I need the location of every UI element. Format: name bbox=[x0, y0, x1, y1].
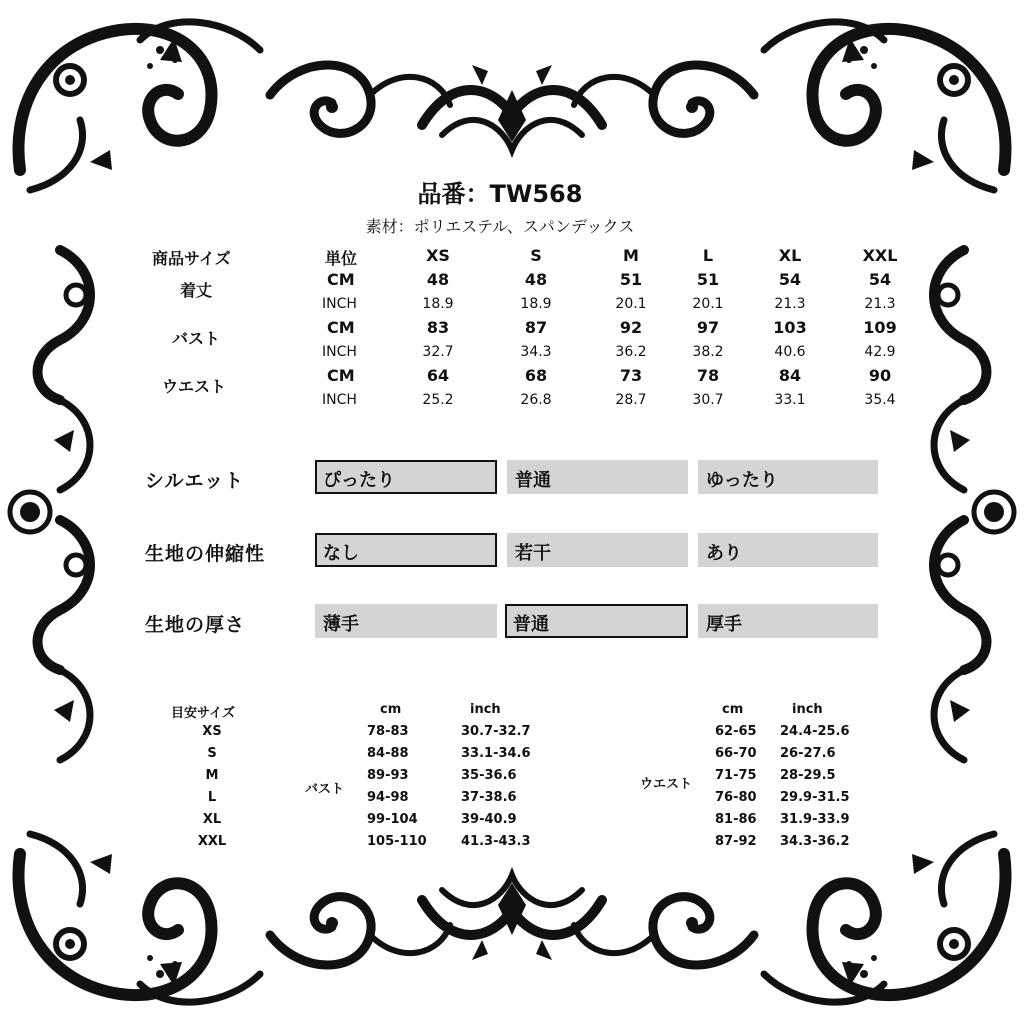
value-cm: 48 bbox=[524, 270, 548, 289]
size-col-xxl: XXL bbox=[862, 246, 898, 265]
value-cm: 83 bbox=[426, 318, 450, 337]
value-cm: 97 bbox=[696, 318, 720, 337]
guide-bust-cm: 78-83 bbox=[367, 724, 409, 739]
unit-inch: INCH bbox=[322, 296, 357, 312]
value-inch: 33.1 bbox=[774, 392, 806, 408]
guide-bust-cm: 94-98 bbox=[367, 790, 409, 805]
unit-cm: CM bbox=[327, 318, 355, 337]
value-inch: 25.2 bbox=[422, 392, 454, 408]
value-cm: 90 bbox=[868, 366, 892, 385]
value-cm: 73 bbox=[619, 366, 643, 385]
guide-waist-cm: 81-86 bbox=[715, 812, 757, 827]
value-cm: 92 bbox=[619, 318, 643, 337]
silhouette-option-fitted: ぴったり bbox=[315, 460, 497, 494]
guide-bust-label: バスト bbox=[305, 782, 345, 797]
value-inch: 26.8 bbox=[520, 392, 552, 408]
guide-waist-inch: 26-27.6 bbox=[780, 746, 836, 761]
guide-size: XS bbox=[202, 724, 222, 739]
silhouette-option-loose: ゆったり bbox=[698, 460, 878, 494]
value-cm: 84 bbox=[778, 366, 802, 385]
attr-label-stretch: 生地の伸縮性 bbox=[145, 543, 266, 565]
size-col-s: S bbox=[530, 246, 542, 265]
thickness-option-thick: 厚手 bbox=[698, 604, 878, 638]
stretch-option-none: なし bbox=[315, 533, 497, 567]
value-cm: 54 bbox=[778, 270, 802, 289]
guide-waist-label: ウエスト bbox=[640, 777, 693, 792]
guide-waist-cm: 87-92 bbox=[715, 834, 757, 849]
guide-bust-inch: 33.1-34.6 bbox=[461, 746, 531, 761]
value-inch: 18.9 bbox=[422, 296, 454, 312]
unit-inch: INCH bbox=[322, 344, 357, 360]
guide-waist-cm-header: cm bbox=[722, 702, 744, 717]
value-cm: 109 bbox=[863, 318, 897, 337]
guide-bust-inch: 30.7-32.7 bbox=[461, 724, 531, 739]
value-cm: 54 bbox=[868, 270, 892, 289]
guide-waist-inch: 24.4-25.6 bbox=[780, 724, 850, 739]
guide-bust-cm: 105-110 bbox=[367, 834, 427, 849]
guide-bust-cm: 89-93 bbox=[367, 768, 409, 783]
value-inch: 38.2 bbox=[692, 344, 724, 360]
attr-label-thickness: 生地の厚さ bbox=[145, 614, 246, 636]
value-inch: 21.3 bbox=[774, 296, 806, 312]
size-col-xs: XS bbox=[426, 246, 450, 265]
value-cm: 103 bbox=[773, 318, 807, 337]
guide-size: L bbox=[207, 790, 217, 805]
guide-size: M bbox=[205, 768, 219, 783]
material-text: 素材：ポリエステル、スパンデックス bbox=[365, 217, 635, 236]
value-cm: 51 bbox=[696, 270, 720, 289]
attr-label-silhouette: シルエット bbox=[145, 470, 245, 492]
guide-bust-cm-header: cm bbox=[380, 702, 402, 717]
value-inch: 40.6 bbox=[774, 344, 806, 360]
value-inch: 20.1 bbox=[692, 296, 724, 312]
product-code-title: 品番：TW568 bbox=[417, 180, 583, 208]
guide-bust-inch: 37-38.6 bbox=[461, 790, 517, 805]
unit-inch: INCH bbox=[322, 392, 357, 408]
thickness-option-regular: 普通 bbox=[505, 604, 688, 638]
guide-waist-cm: 76-80 bbox=[715, 790, 757, 805]
value-inch: 30.7 bbox=[692, 392, 724, 408]
value-inch: 32.7 bbox=[422, 344, 454, 360]
guide-bust-cm: 84-88 bbox=[367, 746, 409, 761]
unit-cm: CM bbox=[327, 366, 355, 385]
value-inch: 34.3 bbox=[520, 344, 552, 360]
size-header-label: 商品サイズ bbox=[152, 249, 231, 268]
silhouette-option-regular: 普通 bbox=[507, 460, 688, 494]
guide-waist-cm: 71-75 bbox=[715, 768, 757, 783]
guide-waist-cm: 62-65 bbox=[715, 724, 757, 739]
value-cm: 51 bbox=[619, 270, 643, 289]
guide-waist-inch: 28-29.5 bbox=[780, 768, 836, 783]
size-col-l: L bbox=[702, 246, 714, 265]
guide-bust-cm: 99-104 bbox=[367, 812, 418, 827]
row-label-length: 着丈 bbox=[180, 281, 213, 300]
guide-bust-inch: 35-36.6 bbox=[461, 768, 517, 783]
row-label-bust: バスト bbox=[172, 329, 221, 348]
guide-waist-inch: 31.9-33.9 bbox=[780, 812, 850, 827]
value-cm: 78 bbox=[696, 366, 720, 385]
guide-size: S bbox=[207, 746, 217, 761]
value-inch: 21.3 bbox=[864, 296, 896, 312]
value-cm: 87 bbox=[524, 318, 548, 337]
guide-bust-inch-header: inch bbox=[470, 702, 501, 717]
size-col-xl: XL bbox=[778, 246, 802, 265]
guide-waist-inch-header: inch bbox=[792, 702, 823, 717]
size-col-m: M bbox=[623, 246, 639, 265]
value-cm: 64 bbox=[426, 366, 450, 385]
unit-cm: CM bbox=[327, 270, 355, 289]
thickness-option-thin: 薄手 bbox=[315, 604, 497, 638]
value-inch: 20.1 bbox=[615, 296, 647, 312]
guide-waist-inch: 34.3-36.2 bbox=[780, 834, 850, 849]
stretch-option-yes: あり bbox=[698, 533, 878, 567]
guide-size: XL bbox=[202, 812, 222, 827]
value-inch: 35.4 bbox=[864, 392, 896, 408]
row-label-waist: ウエスト bbox=[162, 377, 227, 396]
value-inch: 42.9 bbox=[864, 344, 896, 360]
guide-title: 目安サイズ bbox=[171, 706, 235, 721]
unit-header-label: 単位 bbox=[325, 249, 358, 268]
guide-waist-cm: 66-70 bbox=[715, 746, 757, 761]
guide-waist-inch: 29.9-31.5 bbox=[780, 790, 850, 805]
guide-size: XXL bbox=[197, 834, 227, 849]
value-inch: 28.7 bbox=[615, 392, 647, 408]
value-inch: 18.9 bbox=[520, 296, 552, 312]
guide-bust-inch: 41.3-43.3 bbox=[461, 834, 531, 849]
guide-bust-inch: 39-40.9 bbox=[461, 812, 517, 827]
stretch-option-slight: 若干 bbox=[507, 533, 688, 567]
value-cm: 68 bbox=[524, 366, 548, 385]
value-inch: 36.2 bbox=[615, 344, 647, 360]
value-cm: 48 bbox=[426, 270, 450, 289]
